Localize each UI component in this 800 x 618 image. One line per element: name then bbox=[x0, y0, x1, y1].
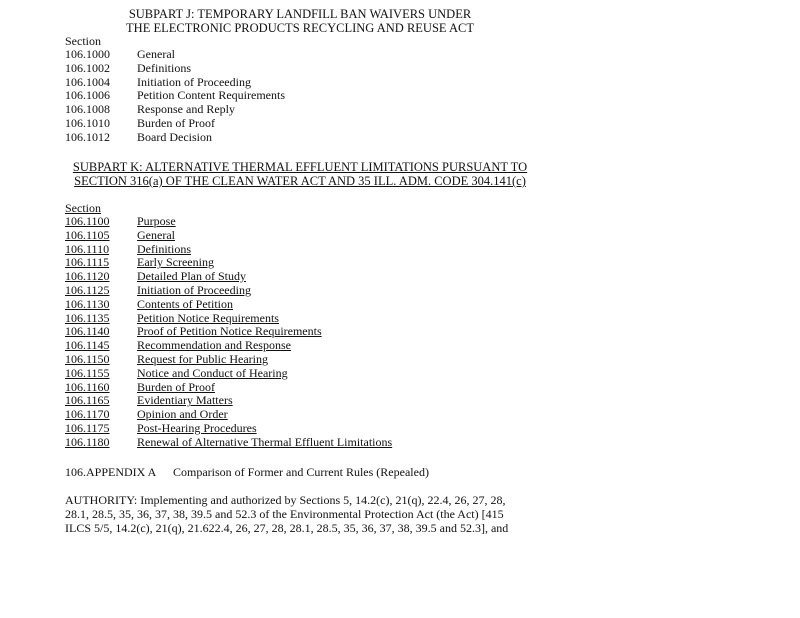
subpart-j-title-line2: THE ELECTRONIC PRODUCTS RECYCLING AND REUSE ACT bbox=[126, 21, 474, 35]
subpart-j-title-line1: SUBPART J: TEMPORARY LANDFILL BAN WAIVERS UNDER bbox=[128, 7, 472, 21]
section-title: Definitions bbox=[137, 241, 191, 256]
subpart-j-section-list bbox=[65, 48, 285, 145]
subpart-j-section-label: Section bbox=[65, 34, 101, 48]
toc-row bbox=[65, 284, 392, 298]
section-title: Request for Public Hearing bbox=[137, 351, 268, 366]
section-number: 106.1140 bbox=[65, 324, 110, 339]
section-number: 106.1110 bbox=[65, 241, 110, 256]
toc-row bbox=[65, 229, 392, 243]
section-title: Notice and Conduct of Hearing bbox=[137, 365, 288, 380]
toc-row bbox=[65, 131, 285, 145]
section-title: Board Decision bbox=[137, 129, 212, 144]
authority-paragraph bbox=[65, 493, 525, 535]
section-number: 106.1135 bbox=[65, 310, 110, 325]
section-title: General bbox=[137, 227, 175, 242]
section-title: Response and Reply bbox=[137, 102, 235, 117]
authority-line: 28.1, 28.5, 35, 36, 37, 38, 39.5 and 52.3 of the Environmental Protection Act (the Act) [415 bbox=[65, 507, 504, 521]
section-title: General bbox=[137, 47, 175, 61]
toc-row bbox=[65, 298, 392, 312]
section-title: Contents of Petition bbox=[137, 296, 233, 311]
section-title: Initiation of Proceeding bbox=[137, 282, 251, 297]
section-title: Opinion and Order bbox=[137, 407, 228, 422]
toc-row bbox=[65, 48, 285, 62]
section-title: Post-Hearing Procedures bbox=[137, 420, 257, 435]
section-title: Detailed Plan of Study bbox=[137, 269, 246, 284]
toc-row bbox=[65, 270, 392, 284]
toc-row bbox=[65, 436, 392, 450]
section-title: Proof of Petition Notice Requirements bbox=[137, 324, 322, 339]
toc-row bbox=[65, 339, 392, 353]
toc-row bbox=[65, 117, 285, 131]
section-number: 106.1012 bbox=[65, 129, 110, 144]
toc-row bbox=[65, 243, 392, 257]
toc-row bbox=[65, 367, 392, 381]
section-title: Petition Notice Requirements bbox=[137, 310, 279, 325]
section-number: 106.1010 bbox=[65, 115, 110, 130]
section-number: 106.1180 bbox=[65, 434, 110, 449]
section-number: 106.1170 bbox=[65, 407, 110, 422]
section-number: 106.1000 bbox=[65, 47, 110, 61]
subpart-k-section-list bbox=[65, 215, 392, 450]
section-number: 106.1006 bbox=[65, 88, 110, 103]
appendix-label: 106.APPENDIX A bbox=[65, 465, 157, 479]
toc-row bbox=[65, 62, 285, 76]
toc-row bbox=[65, 422, 392, 436]
section-title: Early Screening bbox=[137, 255, 214, 270]
toc-row bbox=[65, 353, 392, 367]
section-number: 106.1150 bbox=[65, 351, 110, 366]
section-title: Definitions bbox=[137, 60, 191, 75]
section-number: 106.1160 bbox=[65, 379, 110, 394]
section-number: 106.1004 bbox=[65, 74, 110, 89]
toc-row bbox=[65, 103, 285, 117]
subpart-k-heading bbox=[45, 160, 555, 188]
appendix-title: Comparison of Former and Current Rules (Repealed) bbox=[173, 465, 429, 479]
toc-row bbox=[65, 312, 392, 326]
section-title: Initiation of Proceeding bbox=[137, 74, 251, 89]
section-number: 106.1105 bbox=[65, 227, 110, 242]
section-number: 106.1155 bbox=[65, 365, 110, 380]
appendix-entry bbox=[65, 465, 429, 480]
section-title: Renewal of Alternative Thermal Effluent Limitations bbox=[137, 434, 393, 449]
section-number: 106.1008 bbox=[65, 102, 110, 117]
subpart-k-section-label: Section bbox=[65, 201, 101, 215]
toc-row bbox=[65, 325, 392, 339]
toc-row bbox=[65, 408, 392, 422]
toc-row bbox=[65, 215, 392, 229]
subpart-k-title-line2: SECTION 316(a) OF THE CLEAN WATER ACT AND 35 ILL. ADM. CODE 304.141(c) bbox=[74, 174, 526, 188]
section-title: Petition Content Requirements bbox=[137, 88, 285, 103]
section-title: Purpose bbox=[137, 214, 176, 228]
section-title: Burden of Proof bbox=[137, 379, 215, 394]
section-title: Recommendation and Response bbox=[137, 338, 291, 353]
section-number: 106.1115 bbox=[65, 255, 110, 270]
subpart-k-title-line1: SUBPART K: ALTERNATIVE THERMAL EFFLUENT LIMITATIONS PURSUANT TO bbox=[72, 160, 528, 174]
authority-line: AUTHORITY: Implementing and authorized by Sections 5, 14.2(c), 21(q), 22.4, 26, 27, 28, bbox=[65, 493, 506, 507]
section-number: 106.1002 bbox=[65, 60, 110, 75]
section-number: 106.1130 bbox=[65, 296, 110, 311]
section-number: 106.1175 bbox=[65, 420, 110, 435]
section-title: Evidentiary Matters bbox=[137, 393, 233, 408]
subpart-j-heading bbox=[80, 7, 520, 35]
section-number: 106.1100 bbox=[65, 214, 110, 228]
toc-row bbox=[65, 89, 285, 103]
authority-line: ILCS 5/5, 14.2(c), 21(q), 21.622.4, 26, 27, 28, 28.1, 28.5, 35, 36, 37, 38, 39.5 and 52.3], and bbox=[65, 521, 509, 535]
section-number: 106.1125 bbox=[65, 282, 110, 297]
toc-row bbox=[65, 381, 392, 395]
section-number: 106.1165 bbox=[65, 393, 110, 408]
toc-row bbox=[65, 76, 285, 90]
section-number: 106.1120 bbox=[65, 269, 110, 284]
toc-row bbox=[65, 256, 392, 270]
section-number: 106.1145 bbox=[65, 338, 110, 353]
toc-row bbox=[65, 394, 392, 408]
section-title: Burden of Proof bbox=[137, 115, 215, 130]
